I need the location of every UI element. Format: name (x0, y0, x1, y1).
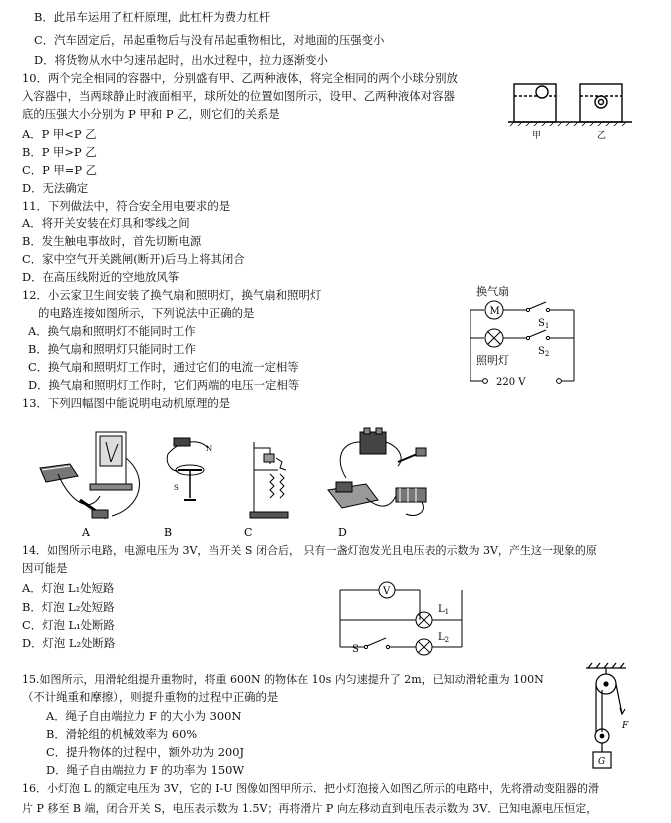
supply-voltage-label: 220 V (496, 377, 526, 388)
voltmeter-symbol: V (383, 586, 391, 597)
q16-stem-2: 片 P 移至 B 端，闭合开关 S，电压表示数为 1.5V；再将滑片 P 向左移动直到电压表示数为 3V．已知电源电压恒定， (22, 802, 598, 815)
q11-option-d: D．在高压线附近的空地放风筝 (22, 270, 180, 284)
experiment-c (250, 442, 288, 518)
q10-option-c: C．P 甲=P 乙 (22, 163, 98, 177)
q15-option-d: D．绳子自由端拉力 F 的功率为 150W (46, 763, 245, 777)
lamp-l2-label: $L_2$ (438, 632, 450, 644)
q10-stem-3: 底的压强大小分别为 P 甲和 P 乙，则它们的关系是 (22, 107, 280, 121)
compass-n-label: N (206, 445, 213, 453)
q10-option-b: B．P 甲>P 乙 (22, 145, 97, 159)
q15-option-b: B．滑轮组的机械效率为 60% (46, 727, 198, 741)
lamp-l1-label: $L_1$ (438, 604, 450, 616)
q11-option-a: A．将开关安装在灯具和零线之间 (22, 216, 190, 230)
q16-stem-1: 16．小灯泡 L 的额定电压为 3V，它的 I-U 图像如图甲所示．把小灯泡接入如图乙所示的电路中，先将滑动变阻器的滑 (22, 782, 600, 795)
q12-stem-2: 的电路连接如图所示，下列说法中正确的是 (38, 306, 255, 320)
q14-option-b: B．灯泡 L₂处短路 (22, 600, 115, 614)
experiment-a (40, 432, 140, 518)
q12-circuit-figure (470, 282, 582, 388)
q11-option-c: C．家中空气开关跳闸(断开)后马上将其闭合 (22, 252, 245, 266)
q13-stem: 13．下列四幅图中能说明电动机原理的是 (22, 396, 231, 410)
q13-experiments-figure (30, 418, 450, 540)
q14-stem-2: 因可能是 (22, 561, 68, 575)
switch-s-label: S (352, 644, 359, 655)
experiment-d (328, 428, 426, 516)
q14-option-d: D．灯泡 L₂处断路 (22, 636, 116, 650)
q12-option-a: A．换气扇和照明灯不能同时工作 (28, 324, 196, 338)
switch-s1-label: $S_1$ (538, 318, 550, 330)
q15-stem-1: 15.如图所示，用滑轮组提升重物时，将重 600N 的物体在 10s 内匀速提升了 2m，已知动滑轮重为 100N (22, 673, 544, 686)
compass-s-label: S (174, 484, 179, 492)
experiment-label-d: D (338, 526, 347, 539)
fan-label: 换气扇 (476, 285, 509, 298)
q10-containers-figure (508, 78, 636, 140)
q15-stem-2: （不计绳重和摩擦），则提升重物的过程中正确的是 (22, 690, 279, 704)
lamp-label: 照明灯 (476, 354, 509, 367)
container-label-yi: 乙 (597, 131, 607, 140)
q11-stem: 11．下列做法中，符合安全用电要求的是 (22, 199, 231, 213)
q11-option-b: B．发生触电事故时，首先切断电源 (22, 234, 202, 248)
q9-option-b: B．此吊车运用了杠杆原理，此杠杆为费力杠杆 (34, 10, 271, 24)
q12-option-c: C．换气扇和照明灯工作时，通过它们的电流一定相等 (28, 360, 299, 374)
experiment-label-c: C (244, 526, 253, 539)
q15-pulley-figure (578, 662, 634, 774)
experiment-label-b: B (164, 526, 173, 539)
q9-option-c: C．汽车固定后，吊起重物后与没有吊起重物相比，对地面的压强变小 (34, 33, 385, 47)
experiment-label-a: A (82, 526, 90, 539)
q10-option-d: D．无法确定 (22, 181, 89, 195)
q10-option-a: A．P 甲<P 乙 (22, 127, 97, 141)
load-g-label: G (598, 757, 606, 767)
q14-circuit-figure (336, 580, 466, 660)
q14-option-c: C．灯泡 L₁处断路 (22, 618, 115, 632)
q12-option-b: B．换气扇和照明灯只能同时工作 (28, 342, 196, 356)
container-label-jia: 甲 (532, 131, 542, 140)
switch-s2-label: $S_2$ (538, 346, 550, 358)
q12-option-d: D．换气扇和照明灯工作时，它们两端的电压一定相等 (28, 378, 300, 392)
q14-option-a: A．灯泡 L₁处短路 (22, 581, 115, 595)
q14-stem-1: 14．如图所示电路，电源电压为 3V，当开关 S 闭合后， 只有一盏灯泡发光且电压表的示数为 3V，产生这一现象的原 (22, 544, 597, 557)
q15-option-c: C．提升物体的过程中，额外功为 200J (46, 745, 245, 759)
q15-option-a: A．绳子自由端拉力 F 的大小为 300N (46, 709, 242, 723)
force-f-label: F (622, 721, 629, 731)
q12-stem-1: 12．小云家卫生间安装了换气扇和照明灯，换气扇和照明灯 (22, 288, 322, 302)
q10-stem-1: 10．两个完全相同的容器中，分别盛有甲、乙两种液体，将完全相同的两个小球分别放 (22, 71, 458, 85)
q10-stem-2: 入容器中，当两球静止时液面相平，球所处的位置如图所示，设甲、乙两种液体对容器 (22, 89, 455, 103)
q9-option-d: D．将货物从水中匀速吊起时，出水过程中，拉力逐渐变小 (34, 53, 328, 67)
motor-symbol: M (489, 306, 500, 317)
